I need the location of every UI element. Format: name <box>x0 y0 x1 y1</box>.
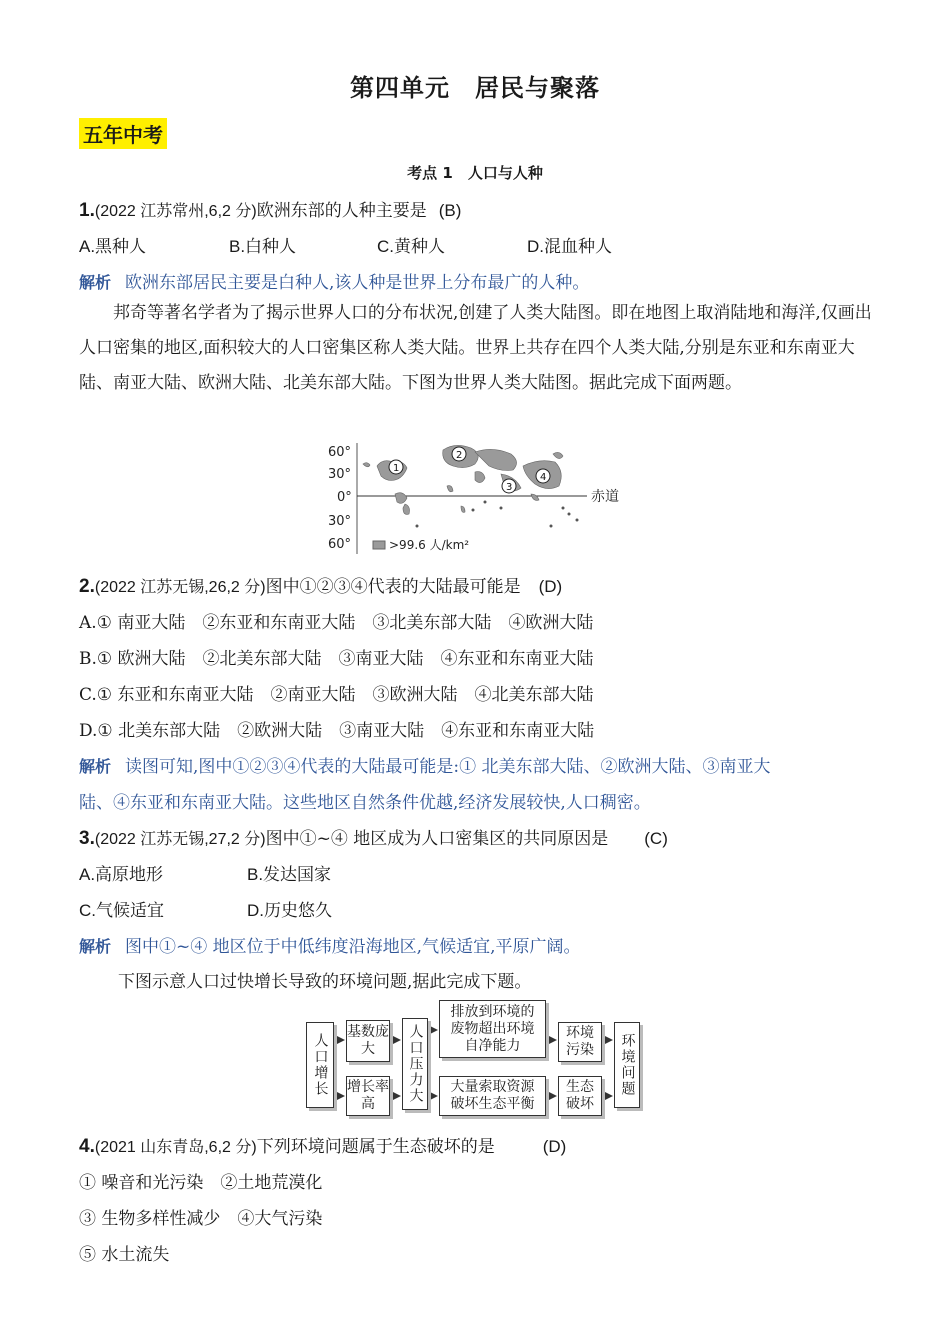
question-stem: 欧洲东部的人种主要是 <box>256 201 427 221</box>
lat-label-30n: 30° <box>328 467 352 482</box>
small-islands <box>416 501 579 528</box>
option-d: D.① 北美东部大陆 ②欧洲大陆 ③南亚大陆 ④东亚和东南亚大陆 <box>79 721 595 741</box>
options-q3-row2 <box>79 896 679 920</box>
box-high-rate: 增长率高 <box>346 1076 390 1116</box>
box-resource-extraction: 大量索取资源破坏生态平衡 <box>439 1076 546 1116</box>
analysis-q3 <box>79 932 580 957</box>
analysis-label: 解析 <box>79 273 112 292</box>
page-title: 第四单元 居民与聚落 <box>350 74 600 102</box>
option-b: B.发达国家 <box>247 865 332 884</box>
lat-label-30s: 30° <box>328 514 352 529</box>
box-large-base: 基数庞大 <box>346 1020 390 1062</box>
question-2 <box>79 572 562 598</box>
analysis-label: 解析 <box>79 937 112 956</box>
option-c: C.黄种人 <box>377 237 445 256</box>
question-stem: 下列环境问题属于生态破坏的是 <box>256 1137 495 1157</box>
options-q3-row1 <box>79 860 679 884</box>
option-a: A.高原地形 <box>79 865 164 884</box>
option-c: C.① 东亚和东南亚大陆 ②南亚大陆 ③欧洲大陆 ④北美东部大陆 <box>79 685 594 705</box>
question-number: 4. <box>79 1136 95 1157</box>
answer: (D) <box>542 1137 567 1156</box>
option-d: D.混血种人 <box>527 237 612 256</box>
analysis-text-line1: 读图可知,图中①②③④代表的大陆最可能是:① 北美东部大陆、②欧洲大陆、③南亚大 <box>125 757 771 777</box>
option-d: D.历史悠久 <box>247 901 332 920</box>
option-c: C.气候适宜 <box>79 901 164 920</box>
world-population-map <box>325 436 625 560</box>
question-source: (2022 江苏无锡,27,2 分) <box>94 831 266 848</box>
box-environmental-pollution: 环境污染 <box>558 1022 602 1062</box>
legend-swatch <box>373 541 385 549</box>
question-1 <box>79 196 461 222</box>
marker-1: 1 <box>393 463 400 474</box>
options-q1 <box>79 232 879 256</box>
box-population-growth: 人口增长 <box>306 1022 334 1108</box>
item-row-1: ① 噪音和光污染 ②土地荒漠化 <box>79 1173 323 1193</box>
legend-label: >99.6 人/km² <box>389 538 470 552</box>
marker-3: 3 <box>506 482 513 493</box>
question-source: (2022 江苏无锡,26,2 分) <box>94 579 266 596</box>
analysis-text-line2: 陆、④东亚和东南亚大陆。这些地区自然条件优越,经济发展较快,人口稠密。 <box>79 793 651 813</box>
option-b: B.① 欧洲大陆 ②北美东部大陆 ③南亚大陆 ④东亚和东南亚大陆 <box>79 649 594 669</box>
item-row-2: ③ 生物多样性减少 ④大气污染 <box>79 1209 323 1229</box>
question-number: 1. <box>79 200 95 221</box>
box-ecological-damage: 生态破坏 <box>558 1076 602 1116</box>
analysis-q1 <box>79 268 589 293</box>
flowchart <box>306 998 646 1114</box>
question-stem: 图中①②③④代表的大陆最可能是 <box>265 577 521 597</box>
answer: (B) <box>438 201 462 220</box>
question-stem: 图中①~④ 地区成为人口密集区的共同原因是 <box>265 829 609 849</box>
answer: (C) <box>644 829 668 848</box>
intro-paragraph: 邦奇等著名学者为了揭示世界人口的分布状况,创建了人类大陆图。即在地图上取消陆地和海洋,仅画出人口密集的地区,面积较大的人口密集区称人类大陆。世界上共存在四个人类大陆,分别是东亚和东南亚大陆、南亚大陆、欧洲大陆、北美东部大陆。下图为世界人类大陆图。据此完成下面两题。 <box>79 303 872 393</box>
question-number: 2. <box>79 576 95 597</box>
question-3 <box>79 824 668 850</box>
section-heading: 五年中考 <box>79 118 167 149</box>
question-source: (2022 江苏常州,6,2 分) <box>94 203 257 220</box>
question-4 <box>79 1132 566 1158</box>
box-waste-emission: 排放到环境的废物超出环境自净能力 <box>439 1000 546 1058</box>
intro-flowchart: 下图示意人口过快增长导致的环境问题,据此完成下题。 <box>118 972 532 992</box>
option-b: B.白种人 <box>229 237 297 256</box>
box-environmental-problems: 环境问题 <box>614 1022 640 1108</box>
item-row-3: ⑤ 水土流失 <box>79 1245 170 1265</box>
analysis-q2 <box>79 752 771 777</box>
marker-4: 4 <box>540 472 547 483</box>
answer: (D) <box>538 577 563 596</box>
option-a: A.黑种人 <box>79 237 147 256</box>
lat-label-0: 0° <box>337 490 352 505</box>
marker-2: 2 <box>456 450 463 461</box>
equator-label: 赤道 <box>591 489 619 505</box>
box-population-pressure: 人口压力大 <box>402 1018 428 1110</box>
lat-label-60n: 60° <box>328 445 352 460</box>
analysis-label: 解析 <box>79 757 112 776</box>
option-a: A.① 南亚大陆 ②东亚和东南亚大陆 ③北美东部大陆 ④欧洲大陆 <box>79 613 594 633</box>
question-number: 3. <box>79 828 95 849</box>
question-source: (2021 山东青岛,6,2 分) <box>94 1139 257 1156</box>
analysis-text: 图中①~④ 地区位于中低纬度沿海地区,气候适宜,平原广阔。 <box>125 937 581 957</box>
topic-heading: 考点 1 人口与人种 <box>407 164 543 182</box>
lat-label-60s: 60° <box>328 537 352 552</box>
analysis-text: 欧洲东部居民主要是白种人,该人种是世界上分布最广的人种。 <box>125 273 590 293</box>
